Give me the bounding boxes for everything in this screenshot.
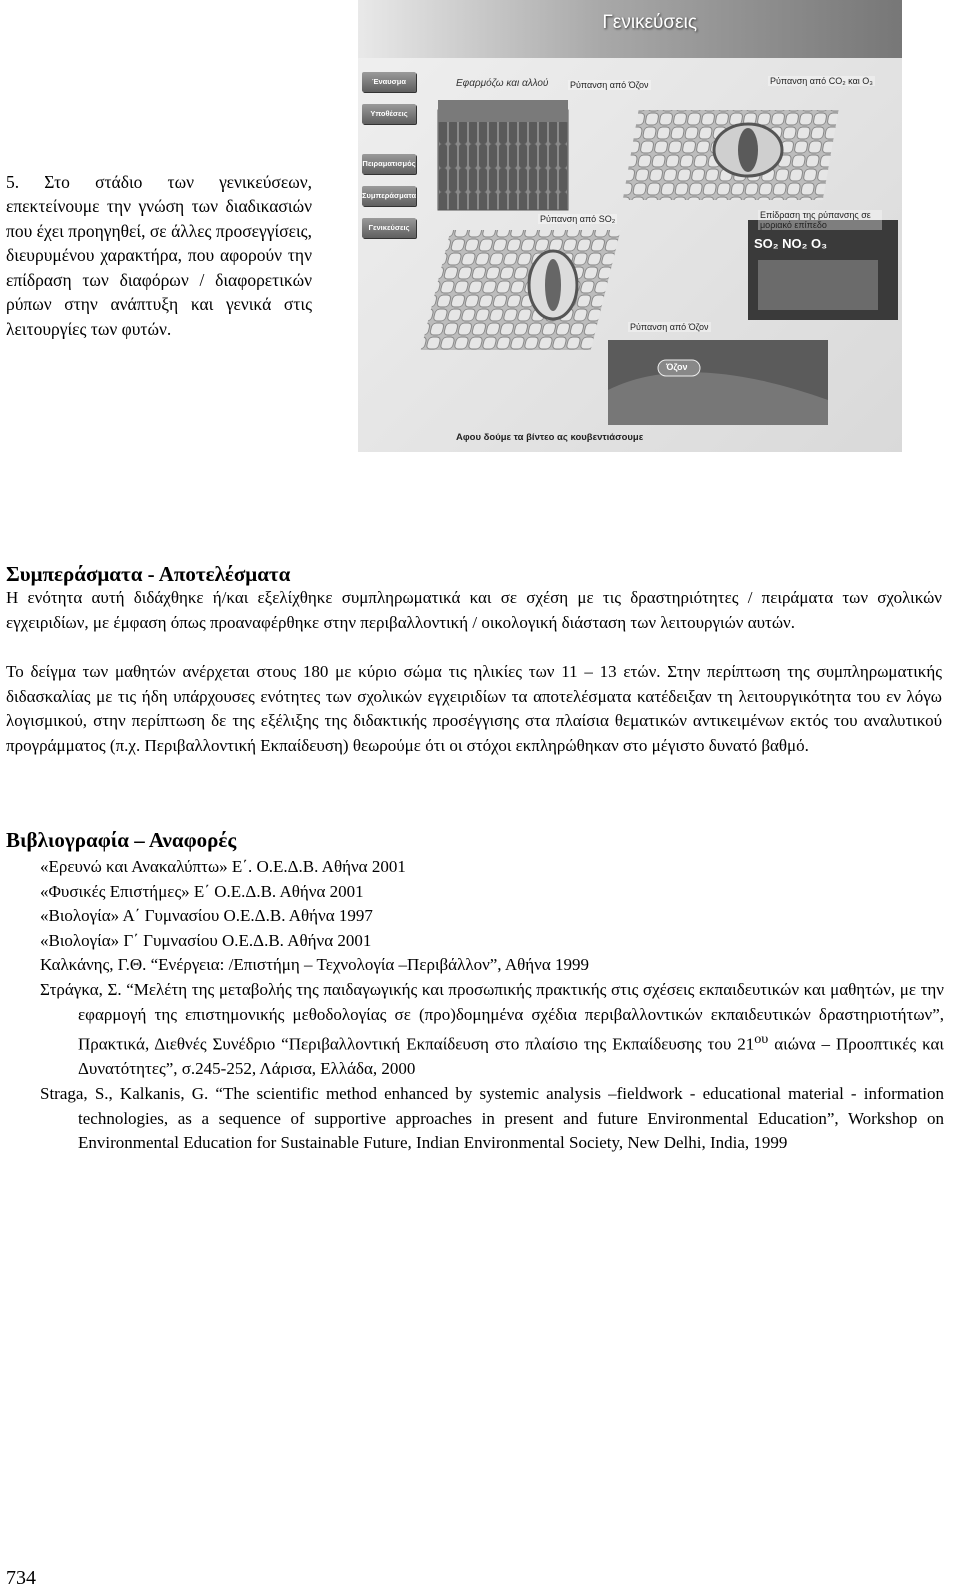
label-ozone-bottom: Ρύπανση από Όζον [630,322,709,332]
label-co2: Ρύπανση από CO₂ και Ο₃ [770,76,873,86]
nav-item-4: Γενικεύσεις [362,218,416,238]
label-molecular: Επίδραση της ρύπανσης σε μοριακό επίπεδο [758,210,882,230]
nav-item-2: Πειραματισμός [362,154,416,174]
label-so2: Ρύπανση από SO₂ [540,214,616,224]
results-paragraph-2: Το δείγμα των μαθητών ανέρχεται στους 180 με κύριο σώμα τις ηλικίες των 11 – 13 ετών. Στην περίπτωση της συμπληρωματικής διδασκαλίας με τις ήδη υπάρχουσες ενότητες των σχολικών εγχειριδίων τα αποτελέσματα κατέδειξαν τη λειτουργικότητα του εν λόγω λογισμικού, στην περίπτωση δε της εξέλιξης της διδακτικής προσέγγισης στα πλαίσια θεματικών αντικειμένων εκτός του αναλυτικού προγράμματος (π.χ. Περιβαλλοντική Εκπαίδευση) θεωρούμε ότι οι στόχοι εκπληρώθηκαν στο μέγιστο δυνατό βαθμό. [6,662,942,755]
nav-item-0: Έναυσμα [362,72,416,92]
reference-item: «Βιολογία» Γ΄ Γυμνασίου Ο.Ε.Δ.Β. Αθήνα 2001 [40,930,372,950]
software-screenshot-figure [358,0,902,452]
references-list [40,855,944,1156]
page-number: 734 [6,1567,36,1589]
pollutant-formula: SO₂ NO₂ O₃ [754,236,828,251]
reference-item-stragka [40,978,944,1082]
figure-subtitle: Εφαρμόζω και αλλού [456,78,549,89]
label-ozone-left: Ρύπανση από Όζον [570,80,649,90]
reference-item: «Ερευνώ και Ανακαλύπτω» Ε΄. Ο.Ε.Δ.Β. Αθήνα 2001 [40,857,406,876]
stragka-text-end: αιώνα – Προοπτικές και Δυνατότητες”, σ.245-252, Λάρισα, Ελλάδα, 2000 [78,1034,944,1079]
figure-title: Γενικεύσεις [602,12,697,33]
results-heading: Συμπεράσματα - Αποτελέσματα [6,562,291,586]
nav-item-1: Υποθέσεις [362,104,416,124]
reference-item: «Βιολογία» Α΄ Γυμνασίου Ο.Ε.Δ.Β. Αθήνα 1997 [40,906,373,926]
intro-paragraph: 5. Στο στάδιο των γενικεύσεων, επεκτείνουμε την γνώση των διαδικασιών που έχει προηγηθεί, σε άλλες προσεγγίσεις, διευρυμένου χαρακτήρα, που αφορούν την επίδραση των διαφόρων / διαφορετικών ρύπων στην ανάπτυξη και γενικά στις λειτουργίες των φυτών. [6,171,312,339]
label-ozone-tag: Όζον [666,362,688,372]
figure-footer: Αφου δούμε τα βίντεο ας κουβεντιάσουμε [456,432,644,443]
stragka-superscript: ου [754,1031,769,1048]
results-paragraph-1: Η ενότητα αυτή διδάχθηκε ή/και εξελίχθηκε συμπληρωματικά και σε σχέση με τις δραστηριότητες / πειράματα των σχολικών εγχειριδίων, με έμφαση όπως προαναφέρθηκε στην περιβαλλοντική / οικολογική διάσταση των λειτουργιών αυτών. [6,588,942,632]
nav-item-3: Συμπεράσματα [362,186,416,206]
reference-item-english: Straga, S., Kalkanis, G. “The scientific method enhanced by systemic analysis –fieldwork - educational material - information technologies, as a sequence of supportive approaches in present and future Environmental Education”, Workshop on Environmental Education for Sustainable Future, Indian Environmental Society, New Delhi, India, 1999 [40,1084,944,1153]
reference-item: Καλκάνης, Γ.Θ. “Ενέργεια: /Επιστήμη – Τεχνολογία –Περιβάλλον”, Αθήνα 1999 [40,955,590,975]
reference-item: «Φυσικές Επιστήμες» Ε΄ Ο.Ε.Δ.Β. Αθήνα 2001 [40,881,364,901]
references-heading: Βιβλιογραφία – Αναφορές [6,828,237,852]
stragka-text: Στράγκα, Σ. “Μελέτη της μεταβολής της παιδαγωγικής και προσωπικής πρακτικής στις σχέσεις εκπαιδευτικών και μαθητών, με την εφαρμογή της επιστημονικής μεθοδολογίας σε (προ)δομημένα σχέδια περιβαλλοντικών εκπαιδευτικών δραστηριοτήτων”, Πρακτικά, Διεθνές Συνέδριο “Περιβαλλοντική Εκπαίδευση στο πλαίσιο της Εκπαίδευσης του 21 [40,979,944,1054]
